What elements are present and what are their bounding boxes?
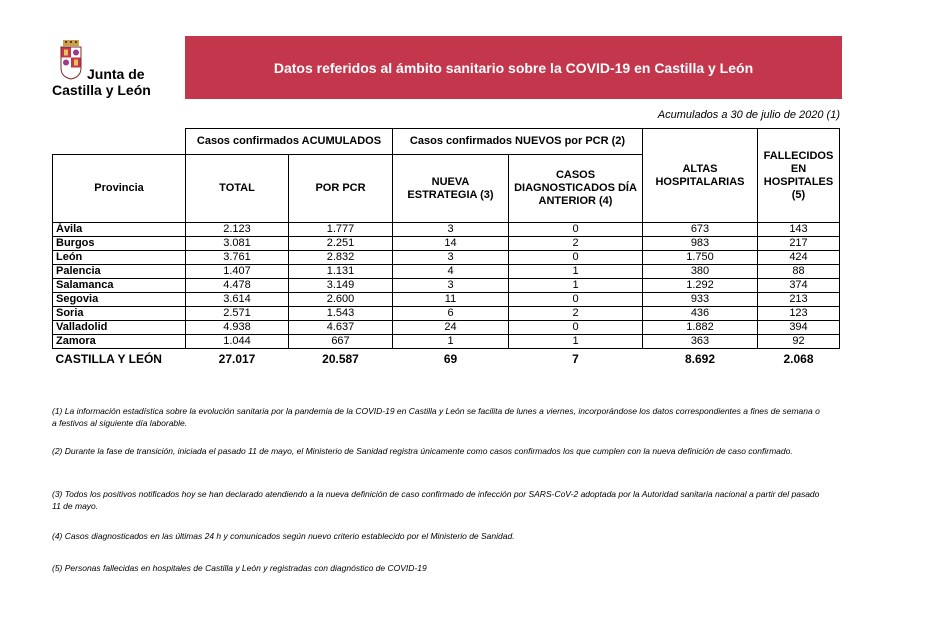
table-row [53, 223, 840, 237]
altas-cell: 673 [643, 223, 758, 237]
col-header-total: TOTAL [186, 155, 289, 223]
total-fallecidos: 2.068 [783, 352, 814, 366]
dia-anterior-cell: 2 [509, 307, 643, 321]
total-cell: 2.571 [186, 307, 289, 321]
fallecidos-cell: 92 [758, 335, 840, 349]
fallecidos-cell: 213 [758, 293, 840, 307]
province-cell: León [53, 251, 186, 265]
group-header-nuevos: Casos confirmados NUEVOS por PCR (2) [393, 129, 643, 155]
por-pcr-cell: 4.637 [289, 321, 393, 335]
por-pcr-cell: 1.543 [289, 307, 393, 321]
table-row [53, 335, 840, 349]
table-row [53, 307, 840, 321]
por-pcr-cell: 1.131 [289, 265, 393, 279]
nueva-estrategia-cell: 3 [393, 223, 509, 237]
coat-of-arms-icon [60, 40, 82, 80]
por-pcr-cell: 3.149 [289, 279, 393, 293]
junta-logo [52, 40, 162, 102]
province-cell: Salamanca [53, 279, 186, 293]
province-cell: Palencia [53, 265, 186, 279]
banner-title: Datos referidos al ámbito sanitario sobre la COVID-19 en Castilla y León [273, 59, 754, 76]
fallecidos-cell: 123 [758, 307, 840, 321]
altas-cell: 380 [643, 265, 758, 279]
altas-cell: 436 [643, 307, 758, 321]
por-pcr-cell: 2.251 [289, 237, 393, 251]
total-nueva-estrategia: 69 [443, 352, 458, 366]
col-header-dia-anterior: CASOS DIAGNOSTICADOS DÍA ANTERIOR (4) [509, 155, 643, 223]
altas-cell: 983 [643, 237, 758, 251]
footnote-4: (4) Casos diagnosticados en las últimas 24 h y comunicados según nuevo criterio establecido por el Ministerio de Sanidad. [52, 531, 515, 541]
altas-cell: 933 [643, 293, 758, 307]
dia-anterior-cell: 2 [509, 237, 643, 251]
dia-anterior-cell: 0 [509, 321, 643, 335]
covid-data-table [52, 128, 840, 369]
total-cell: 4.938 [186, 321, 289, 335]
nueva-estrategia-cell: 24 [393, 321, 509, 335]
province-cell: Valladolid [53, 321, 186, 335]
nueva-estrategia-cell: 11 [393, 293, 509, 307]
fallecidos-cell: 394 [758, 321, 840, 335]
total-label: CASTILLA Y LEÓN [55, 352, 162, 366]
footnote-3: (3) Todos los positivos notificados hoy se han declarado atendiendo a la nueva definición de caso confirmado de infección por SARS-CoV-2 adoptada por la Autoridad sanitaria nacional a partir del pasado 11 de mayo. [52, 489, 820, 511]
total-cell: 3.081 [186, 237, 289, 251]
header-blank [53, 129, 186, 155]
nueva-estrategia-cell: 6 [393, 307, 509, 321]
nueva-estrategia-cell: 3 [393, 251, 509, 265]
acumulados-date: Acumulados a 30 de julio de 2020 (1) [657, 109, 840, 121]
total-por-pcr: 20.587 [322, 352, 359, 366]
dia-anterior-cell: 1 [509, 279, 643, 293]
total-cell: 2.123 [186, 223, 289, 237]
nueva-estrategia-cell: 3 [393, 279, 509, 293]
footnote-1: (1) La información estadística sobre la evolución sanitaria por la pandemia de la COVID-19 en Castilla y León se facilita de lunes a viernes, incorporándose los datos correspondientes a fines de semana o a festivos al siguiente día laborable. [52, 406, 820, 428]
table-row [53, 293, 840, 307]
col-header-altas: ALTAS HOSPITALARIAS [643, 129, 758, 223]
por-pcr-cell: 2.600 [289, 293, 393, 307]
logo-text-line2: Castilla y León [52, 82, 151, 98]
province-cell: Segovia [53, 293, 186, 307]
footnote-2: (2) Durante la fase de transición, iniciada el pasado 11 de mayo, el Ministerio de Sanidad registra únicamente como casos confirmados los que cumplen con la nueva definición de caso confirmado. [52, 446, 793, 456]
total-row [53, 349, 840, 370]
dia-anterior-cell: 0 [509, 251, 643, 265]
col-header-fallecidos: FALLECIDOS EN HOSPITALES (5) [758, 129, 840, 223]
altas-cell: 1.882 [643, 321, 758, 335]
table-row [53, 279, 840, 293]
nueva-estrategia-cell: 4 [393, 265, 509, 279]
dia-anterior-cell: 1 [509, 335, 643, 349]
province-cell: Burgos [53, 237, 186, 251]
total-altas: 8.692 [684, 352, 716, 366]
province-cell: Soria [53, 307, 186, 321]
fallecidos-cell: 88 [758, 265, 840, 279]
total-cell: 3.761 [186, 251, 289, 265]
total-cell: 3.614 [186, 293, 289, 307]
province-cell: Zamora [53, 335, 186, 349]
group-header-acumulados: Casos confirmados ACUMULADOS [186, 129, 393, 155]
altas-cell: 363 [643, 335, 758, 349]
fallecidos-cell: 374 [758, 279, 840, 293]
total-cell: 1.044 [186, 335, 289, 349]
title-banner [185, 36, 842, 99]
col-header-provincia: Provincia [53, 155, 186, 223]
dia-anterior-cell: 1 [509, 265, 643, 279]
por-pcr-cell: 667 [289, 335, 393, 349]
dia-anterior-cell: 0 [509, 223, 643, 237]
dia-anterior-cell: 0 [509, 293, 643, 307]
fallecidos-cell: 424 [758, 251, 840, 265]
table-row [53, 251, 840, 265]
province-cell: Ávila [53, 223, 186, 237]
total-cell: 1.407 [186, 265, 289, 279]
table-row [53, 265, 840, 279]
col-header-nueva-estrategia: NUEVA ESTRATEGIA (3) [393, 155, 509, 223]
por-pcr-cell: 1.777 [289, 223, 393, 237]
table-row [53, 321, 840, 335]
logo-text-line1: Junta de [87, 66, 145, 82]
total-total: 27.017 [218, 352, 256, 366]
total-cell: 4.478 [186, 279, 289, 293]
total-dia-anterior: 7 [572, 352, 579, 366]
nueva-estrategia-cell: 14 [393, 237, 509, 251]
fallecidos-cell: 143 [758, 223, 840, 237]
por-pcr-cell: 2.832 [289, 251, 393, 265]
nueva-estrategia-cell: 1 [393, 335, 509, 349]
footnote-5: (5) Personas fallecidas en hospitales de Castilla y León y registradas con diagnóstico de COVID-19 [52, 563, 427, 573]
altas-cell: 1.292 [643, 279, 758, 293]
col-header-por-pcr: POR PCR [289, 155, 393, 223]
fallecidos-cell: 217 [758, 237, 840, 251]
table-row [53, 237, 840, 251]
altas-cell: 1.750 [643, 251, 758, 265]
